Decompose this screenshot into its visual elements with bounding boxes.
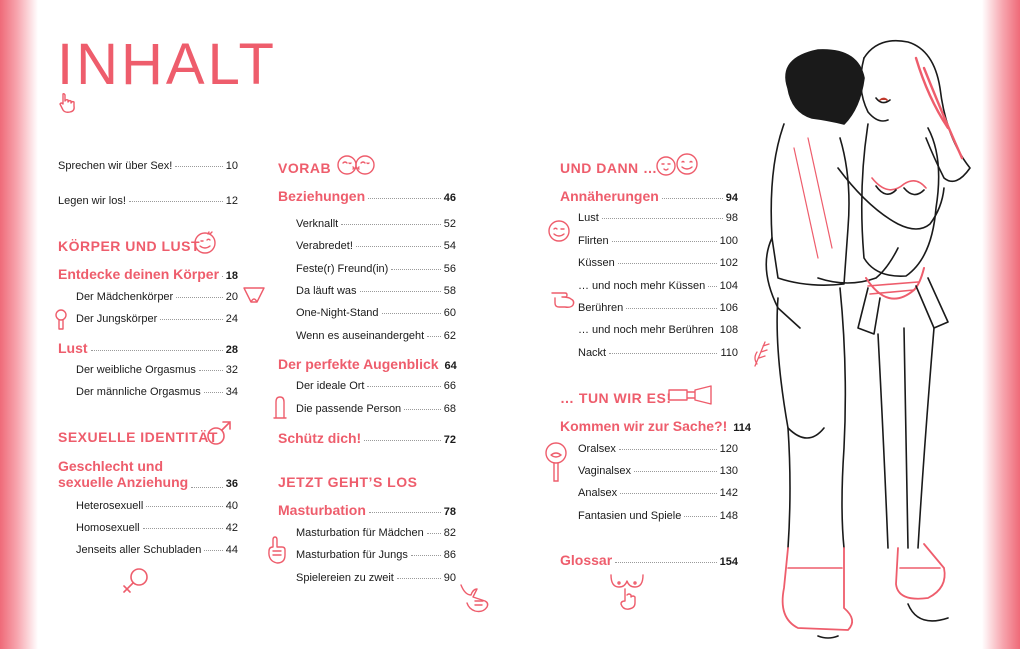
leader-dots (367, 386, 440, 387)
toc-entry[interactable] (578, 302, 738, 314)
page-number: 34 (225, 386, 238, 398)
toc-entry[interactable] (296, 527, 456, 539)
toc-entry[interactable] (76, 544, 238, 556)
page-number: 110 (720, 347, 738, 359)
breasts-finger-icon (609, 573, 645, 611)
chapter-entry[interactable] (278, 430, 456, 446)
chapter-label: Beziehungen (278, 188, 366, 204)
toc-entry[interactable] (578, 257, 738, 269)
page-title: INHALT (57, 32, 277, 97)
toc-entry[interactable] (578, 487, 738, 499)
leader-dots (368, 198, 441, 199)
figure-icon (52, 309, 70, 331)
toc-entry[interactable] (578, 280, 738, 292)
page-number: 64 (444, 360, 457, 372)
section-heading[interactable]: UND DANN … (560, 160, 658, 176)
chapter-entry[interactable] (560, 552, 738, 568)
page-number: 56 (443, 263, 456, 275)
leader-dots (364, 440, 441, 441)
leader-dots (160, 319, 222, 320)
winking-smiley-icon (547, 219, 571, 243)
page-number: 82 (443, 527, 456, 539)
page-number: 102 (719, 257, 738, 269)
leader-dots (199, 370, 223, 371)
page-number: 32 (225, 364, 238, 376)
toc-entry[interactable] (76, 291, 238, 303)
leader-dots (626, 308, 716, 309)
entry-label: Homosexuell (76, 522, 140, 534)
page-number: 66 (443, 380, 456, 392)
page-number: 148 (719, 510, 738, 522)
chapter-label-line-1: Geschlecht und (58, 458, 164, 474)
leader-dots (427, 533, 441, 534)
toc-entry[interactable] (296, 263, 456, 275)
chapter-label (58, 458, 188, 490)
male-symbol-icon (206, 420, 232, 446)
leader-dots (397, 578, 441, 579)
pointing-hand-icon (57, 92, 79, 114)
section-heading[interactable]: KÖRPER UND LUST (58, 238, 201, 254)
chapter-label: Entdecke deinen Körper (58, 266, 220, 282)
chapter-label: Der perfekte Augenblick (278, 356, 439, 372)
chapter-label: Masturbation (278, 502, 366, 518)
page-number: 98 (725, 212, 738, 224)
page-number: 40 (225, 500, 238, 512)
entry-label: Berühren (578, 302, 624, 314)
page-number: 42 (225, 522, 238, 534)
leader-dots (618, 263, 717, 264)
page-number: 60 (443, 307, 456, 319)
leader-dots (708, 286, 716, 287)
chapter-entry[interactable] (58, 266, 238, 282)
entry-label: Da läuft was (296, 285, 357, 297)
entry-label: Fantasien und Spiele (578, 510, 682, 522)
toc-entry[interactable] (578, 212, 738, 224)
toc-entry[interactable] (296, 572, 456, 584)
entry-label: Vaginalsex (578, 465, 631, 477)
condom-icon (273, 396, 287, 420)
page-number: 12 (225, 195, 238, 207)
entry-label: Der Mädchenkörper (76, 291, 174, 303)
entry-label: Oralsex (578, 443, 616, 455)
chapter-label: Kommen wir zur Sache?! (560, 418, 728, 434)
entry-label: Der weibliche Orgasmus (76, 364, 196, 376)
entry-label: … und noch mehr Küssen (578, 280, 706, 292)
page-number: 62 (443, 330, 456, 342)
pointing-finger-icon (551, 289, 577, 309)
leader-dots (204, 392, 223, 393)
page-number: 36 (225, 478, 238, 490)
entry-label: Heterosexuell (76, 500, 144, 512)
entry-label: Verknallt (296, 218, 339, 230)
toc-entry[interactable] (296, 240, 456, 252)
toc-entry[interactable] (58, 195, 238, 207)
entry-label: Lust (578, 212, 599, 224)
toc-entry[interactable] (76, 364, 238, 376)
couple-illustration (748, 28, 984, 643)
chapter-entry[interactable] (560, 418, 752, 434)
leader-dots (615, 562, 717, 563)
section-heading[interactable]: JETZT GEHT’S LOS (278, 474, 418, 490)
leader-dots (129, 201, 223, 202)
page-number: 78 (443, 506, 456, 518)
toc-entry[interactable] (578, 443, 738, 455)
leader-dots (91, 350, 223, 351)
page-number: 120 (719, 443, 738, 455)
entry-label: Wenn es auseinandergeht (296, 330, 425, 342)
chapter-entry[interactable] (58, 458, 238, 490)
page-number: 18 (225, 270, 238, 282)
toc-entry[interactable] (76, 313, 238, 325)
leader-dots (609, 353, 717, 354)
entry-label: Masturbation für Jungs (296, 549, 408, 561)
winking-smiley-icon (193, 231, 217, 255)
female-symbol-icon (121, 567, 149, 593)
leader-dots (382, 313, 441, 314)
page-number: 46 (443, 192, 456, 204)
leader-dots (143, 528, 223, 529)
page-number: 10 (225, 160, 238, 172)
lipstick-icon (667, 384, 713, 406)
chapter-label: Lust (58, 340, 88, 356)
entry-label: Spielereien zu zweit (296, 572, 394, 584)
thumb-hand-icon (266, 535, 288, 565)
leader-dots (360, 291, 441, 292)
page-number: 130 (719, 465, 738, 477)
leader-dots (411, 555, 441, 556)
page-number: 68 (443, 403, 456, 415)
lips-finger-icon (544, 441, 568, 483)
leader-dots (356, 246, 441, 247)
left-edge-decoration (0, 0, 38, 649)
toc-entry[interactable] (296, 380, 456, 392)
page-number: 54 (443, 240, 456, 252)
section-heading[interactable]: VORAB (278, 160, 332, 176)
leader-dots (369, 512, 441, 513)
section-heading[interactable]: SEXUELLE IDENTITÄT (58, 429, 218, 445)
entry-label: Masturbation für Mädchen (296, 527, 424, 539)
page-number: 72 (443, 434, 456, 446)
toc-entry[interactable] (76, 500, 238, 512)
entry-label: Der Jungskörper (76, 313, 158, 325)
right-edge-decoration (982, 0, 1020, 649)
chapter-label: Schütz dich! (278, 430, 362, 446)
leader-dots (662, 198, 723, 199)
entry-label: Der ideale Ort (296, 380, 365, 392)
page-number: 104 (719, 280, 738, 292)
chapter-label-line-2: sexuelle Anziehung (58, 474, 189, 490)
section-heading[interactable]: … TUN WIR ES! (560, 390, 672, 406)
toc-entry[interactable] (296, 330, 456, 342)
toc-entry[interactable] (578, 324, 738, 336)
entry-label: Legen wir los! (58, 195, 126, 207)
leader-dots (620, 493, 717, 494)
toc-entry[interactable] (76, 522, 238, 534)
finger-hand-icon (459, 583, 493, 615)
toc-entry[interactable] (296, 549, 456, 561)
toc-entry[interactable] (296, 307, 456, 319)
entry-label: Nackt (578, 347, 607, 359)
page-number: 90 (443, 572, 456, 584)
chapter-entry[interactable] (278, 502, 456, 518)
chapter-label: Annäherungen (560, 188, 659, 204)
entry-label: Flirten (578, 235, 609, 247)
chapter-entry[interactable] (560, 188, 738, 204)
entry-label: Verabredet! (296, 240, 353, 252)
page-number: 142 (719, 487, 738, 499)
leader-dots (602, 218, 723, 219)
leader-dots (341, 224, 441, 225)
leader-dots (619, 449, 717, 450)
leader-dots (634, 471, 717, 472)
page-number: 28 (225, 344, 238, 356)
page-number: 154 (719, 556, 738, 568)
toc-entry[interactable] (58, 160, 238, 172)
entry-label: One-Night-Stand (296, 307, 379, 319)
page-number: 20 (225, 291, 238, 303)
toc-entry[interactable] (578, 465, 738, 477)
chapter-entry[interactable] (278, 188, 456, 204)
toc-entry[interactable] (296, 403, 456, 415)
entry-label: Der männliche Orgasmus (76, 386, 201, 398)
page-number: 108 (719, 324, 739, 336)
page-number: 114 (733, 422, 752, 434)
toc-entry[interactable] (296, 285, 456, 297)
toc-entry[interactable] (578, 235, 738, 247)
page-number: 24 (225, 313, 238, 325)
leader-dots (684, 516, 716, 517)
leader-dots (204, 550, 222, 551)
page-number: 58 (443, 285, 456, 297)
chapter-label: Glossar (560, 552, 613, 568)
entry-label: Jenseits aller Schubladen (76, 544, 202, 556)
page-number: 44 (225, 544, 238, 556)
entry-label: Küssen (578, 257, 615, 269)
leader-dots (175, 166, 222, 167)
smileys-icon (654, 152, 700, 178)
leader-dots (176, 297, 223, 298)
leader-dots (191, 487, 223, 488)
kissing-smileys-icon (336, 153, 376, 177)
entry-label: Die passende Person (296, 403, 402, 415)
page-number: 86 (443, 549, 456, 561)
entry-label: Sprechen wir über Sex! (58, 160, 173, 172)
leader-dots (222, 276, 223, 277)
entry-label: Analsex (578, 487, 618, 499)
leader-dots (391, 269, 440, 270)
entry-label: Feste(r) Freund(in) (296, 263, 389, 275)
page-number: 106 (719, 302, 738, 314)
toc-entry[interactable] (578, 510, 738, 522)
leader-dots (427, 336, 441, 337)
chapter-entry[interactable] (278, 356, 456, 372)
toc-entry[interactable] (296, 218, 456, 230)
underwear-icon (243, 286, 265, 304)
chapter-entry[interactable] (58, 340, 238, 356)
leader-dots (404, 409, 441, 410)
toc-entry[interactable] (578, 347, 738, 359)
page-number: 94 (725, 192, 738, 204)
toc-entry[interactable] (76, 386, 238, 398)
page-number: 100 (719, 235, 738, 247)
page-number: 52 (443, 218, 456, 230)
leader-dots (612, 241, 717, 242)
leader-dots (146, 506, 222, 507)
toy-icon (751, 338, 771, 368)
entry-label: … und noch mehr Berühren (578, 324, 714, 336)
